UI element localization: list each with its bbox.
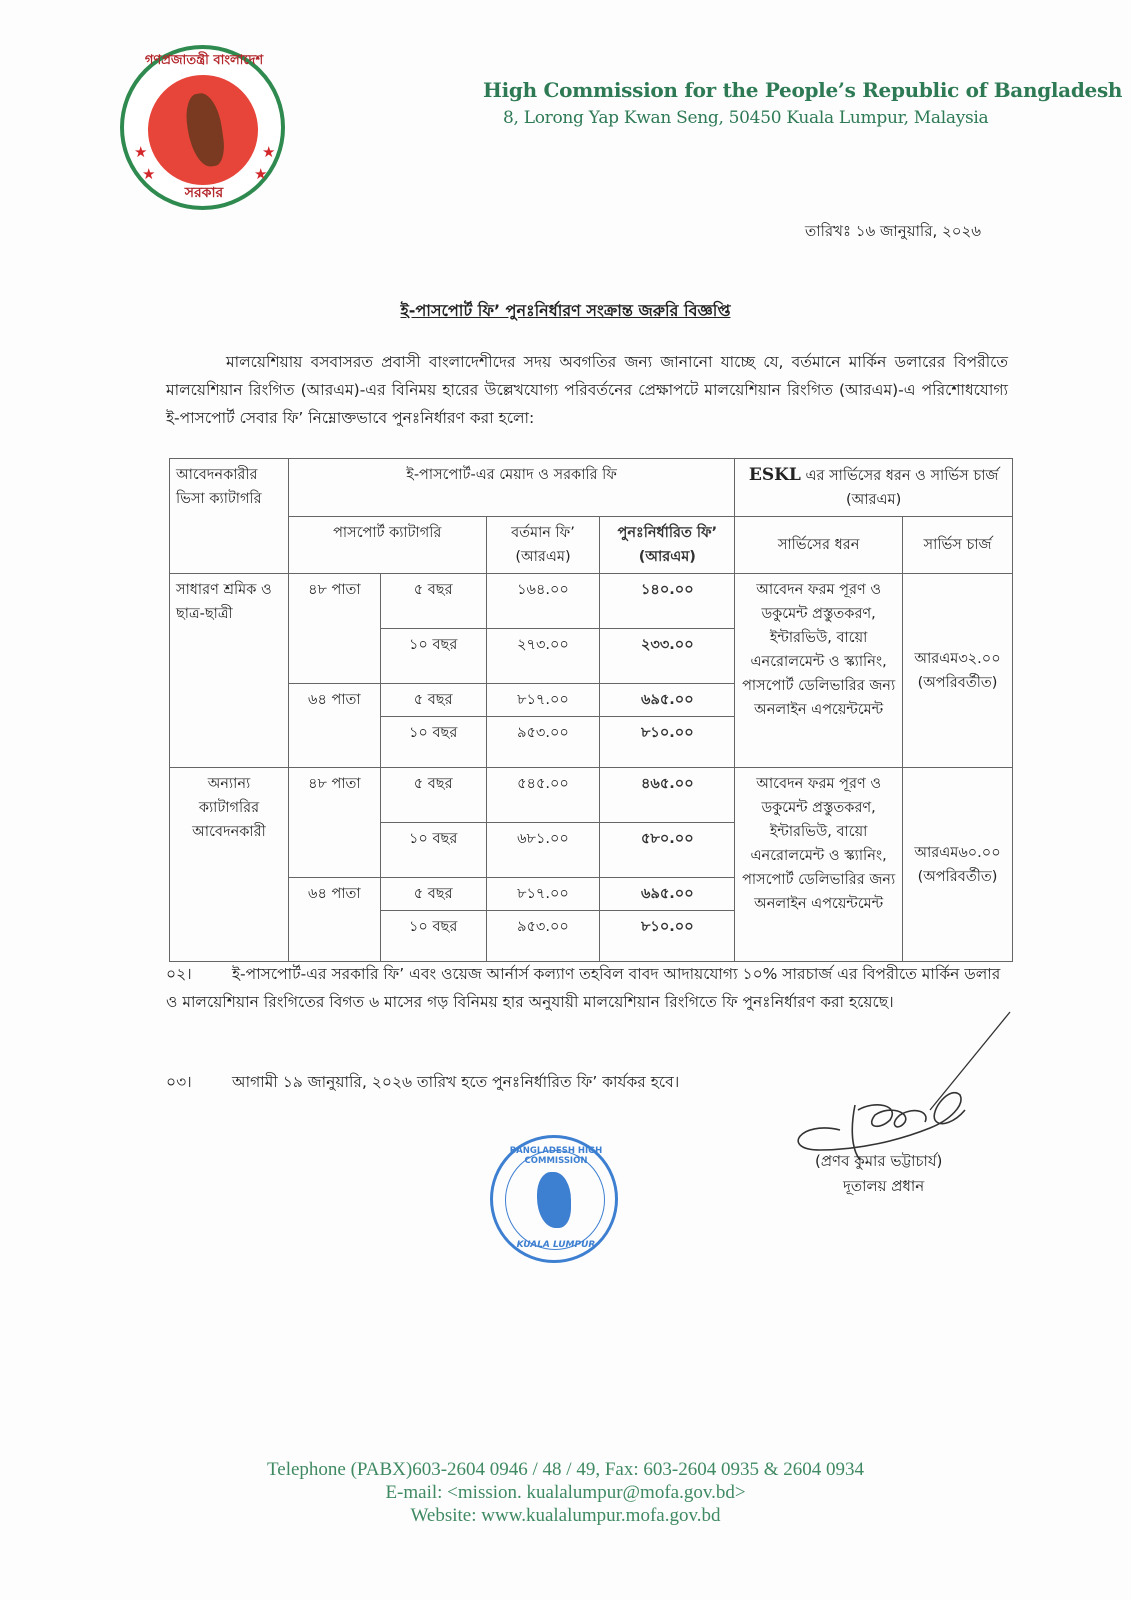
seal-top-text: BANGLADESH HIGH COMMISSION [509,1146,603,1166]
visa-category-cell: সাধারণ শ্রমিক ও ছাত্র-ছাত্রী [170,574,289,768]
header-visa-category: আবেদনকারীর ভিসা ক্যাটাগরি [170,459,289,574]
current-fee-cell: ৯৫৩.০০ [486,911,600,962]
footer-phone: Telephone (PABX)603-2604 0946 / 48 / 49, Fax: 603-2604 0935 & 2604 0934 [267,1459,864,1480]
signature-icon [780,1010,1020,1160]
pages-cell: ৬৪ পাতা [288,878,380,962]
header-service-type: সার্ভিসের ধরন [735,517,903,574]
header-eskl-group [735,459,1013,517]
emblem-bottom-text: সরকার [184,185,224,201]
footer-website[interactable]: Website: www.kualalumpur.mofa.gov.bd [410,1505,721,1526]
table-row [170,768,1013,823]
service-type-cell: আবেদন ফরম পূরণ ও ডকুমেন্ট প্রস্তুতকরণ, ইন্টারভিউ, বায়ো এনরোলমেন্ট ও স্ক্যানিং, পাসপোর্ট ডেলিভারির জন্য অনলাইন এপয়েন্টমেন্ট [735,574,903,768]
current-fee-cell: ৮১৭.০০ [486,878,600,911]
signatory-designation: দূতালয় প্রধান [843,1177,925,1195]
star-icon: ★ [142,165,156,183]
revised-fee-cell: ৪৬৫.০০ [600,768,735,823]
emblem-top-text: গণপ্রজাতন্ত্রী বাংলাদেশ [144,53,264,68]
service-type-cell: আবেদন ফরম পূরণ ও ডকুমেন্ট প্রস্তুতকরণ, ইন্টারভিউ, বায়ো এনরোলমেন্ট ও স্ক্যানিং, পাসপোর্ট ডেলিভারির জন্য অনলাইন এপয়েন্টমেন্ট [735,768,903,962]
star-icon: ★ [254,165,268,183]
notice-date: তারিখঃ ১৬ জানুয়ারি, ২০২৬ [805,222,982,240]
revised-fee-cell: ৬৯৫.০০ [600,684,735,717]
current-fee-cell: ২৭৩.০০ [486,629,600,684]
service-charge-cell: আরএম৩২.০০ (অপরিবর্তীত) [903,574,1013,768]
current-fee-cell: ১৬৪.০০ [486,574,600,629]
revised-fee-cell: ৮১০.০০ [600,717,735,768]
current-fee-cell: ৮১৭.০০ [486,684,600,717]
intro-paragraph: মালয়েশিয়ায় বসবাসরত প্রবাসী বাংলাদেশীদের সদয় অবগতির জন্য জানানো যাচ্ছে যে, বর্তমানে মার্কিন ডলারের বিপরীতে মালয়েশিয়ান রিংগিত (আরএম)-এর বিনিময় হারের উল্লেখযোগ্য পরিবর্তনের প্রেক্ষাপটে মালয়েশিয়ান রিংগিত (আরএম)-এ পরিশোধযোগ্য ই-পাসপোর্ট সেবার ফি’ নিম্নোক্তভাবে পুনঃনির্ধারণ করা হলো: [166,353,1008,427]
header-govt-fee-group: ই-পাসপোর্ট-এর মেয়াদ ও সরকারি ফি [288,459,734,517]
validity-cell: ৫ বছর [380,768,486,823]
footer-email[interactable]: E-mail: <mission. kualalumpur@mofa.gov.bd> [385,1482,746,1503]
note-text: ই-পাসপোর্ট-এর সরকারি ফি’ এবং ওয়েজ আর্নার্স কল্যাণ তহবিল বাবদ আদায়যোগ্য ১০% সারচার্জ এর বিপরীতে মার্কিন ডলার ও মালয়েশিয়ান রিংগিতের বিগত ৬ মাসের গড় বিনিময় হার অনুযায়ী মালয়েশিয়ান রিংগিতে ফি পুনঃনির্ধারণ করা হয়েছে। [166,965,1001,1011]
govt-emblem-icon [120,45,285,210]
table-row [170,574,1013,629]
pages-cell: ৬৪ পাতা [288,684,380,768]
validity-cell: ১০ বছর [380,629,486,684]
note-number: ০৩। [166,1073,192,1091]
validity-cell: ১০ বছর [380,911,486,962]
bangladesh-map-icon [537,1172,571,1228]
eskl-group-text: এর সার্ভিসের ধরন ও সার্ভিস চার্জ (আরএম) [800,468,999,508]
pages-cell: ৪৮ পাতা [288,768,380,878]
emblem-red-disc [148,75,258,185]
revised-fee-cell: ৮১০.০০ [600,911,735,962]
bangladesh-map-icon [183,91,227,169]
header-service-charge: সার্ভিস চার্জ [903,517,1013,574]
validity-cell: ৫ বছর [380,878,486,911]
revised-fee-cell: ৬৯৫.০০ [600,878,735,911]
current-fee-cell: ৬৮১.০০ [486,823,600,878]
validity-cell: ৫ বছর [380,684,486,717]
visa-category-cell: অন্যান্য ক্যাটাগরির আবেদনকারী [170,768,289,962]
letterhead-address: 8, Lorong Yap Kwan Seng, 50450 Kuala Lumpur, Malaysia [503,108,989,128]
pages-cell: ৪৮ পাতা [288,574,380,684]
current-fee-cell: ৯৫৩.০০ [486,717,600,768]
note-number: ০২। [166,965,192,983]
service-charge-cell: আরএম৬০.০০ (অপরিবর্তীত) [903,768,1013,962]
letterhead-title: High Commission for the People’s Republic of Bangladesh [483,78,1123,102]
eskl-label: ESKL [748,465,801,485]
validity-cell: ১০ বছর [380,717,486,768]
header-current-fee: বর্তমান ফি’ (আরএম) [486,517,600,574]
revised-fee-cell: ১৪০.০০ [600,574,735,629]
star-icon: ★ [262,143,276,161]
current-fee-cell: ৫৪৫.০০ [486,768,600,823]
star-icon: ★ [134,143,148,161]
table-subheader-row [170,517,1013,574]
signatory-name: (প্রণব কুমার ভট্টাচার্য) [815,1152,943,1170]
note-02 [166,960,1014,1016]
seal-bottom-text: KUALA LUMPUR [516,1240,596,1250]
revised-fee-cell: ৫৮০.০০ [600,823,735,878]
header-passport-category: পাসপোর্ট ক্যাটাগরি [288,517,486,574]
fee-table [169,458,1013,962]
official-seal-icon [490,1135,618,1263]
notice-title: ই-পাসপোর্ট ফি’ পুনঃনির্ধারণ সংক্রান্ত জরুরি বিজ্ঞপ্তি [400,301,731,320]
note-text: আগামী ১৯ জানুয়ারি, ২০২৬ তারিখ হতে পুনঃনির্ধারিত ফি’ কার্যকর হবে। [232,1073,680,1091]
table-header-row [170,459,1013,517]
validity-cell: ১০ বছর [380,823,486,878]
header-revised-fee: পুনঃনির্ধারিত ফি’ (আরএম) [600,517,735,574]
validity-cell: ৫ বছর [380,574,486,629]
revised-fee-cell: ২৩৩.০০ [600,629,735,684]
